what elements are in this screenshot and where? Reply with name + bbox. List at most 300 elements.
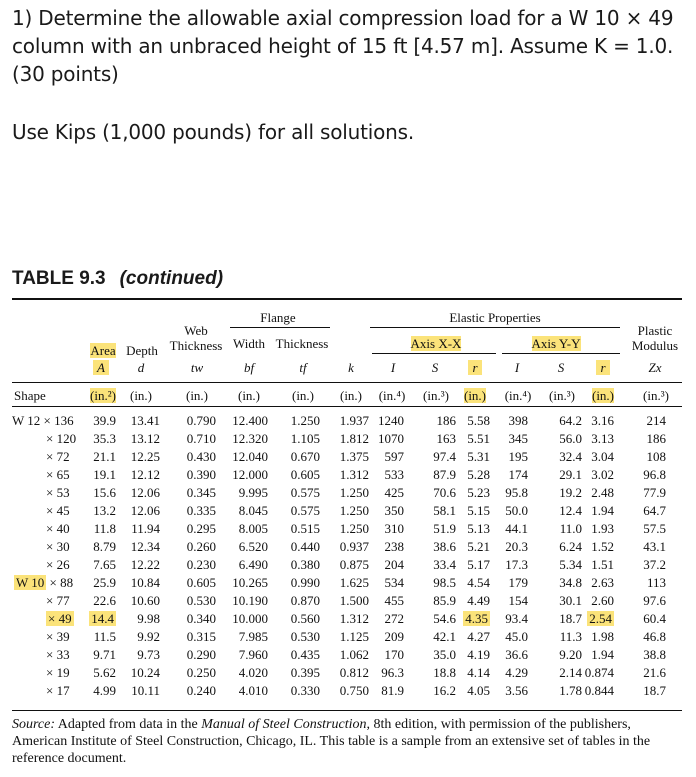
cell-flange-width bbox=[208, 610, 268, 627]
cell-value: 455 bbox=[384, 593, 404, 608]
cell-value: 44.1 bbox=[505, 521, 528, 536]
axis-yy-label bbox=[526, 336, 586, 351]
cell-value: 0.812 bbox=[339, 665, 369, 680]
cell-ry bbox=[554, 664, 614, 681]
cell-iy bbox=[468, 682, 528, 699]
cell-zx bbox=[606, 538, 666, 555]
cell-value: 29.1 bbox=[559, 467, 582, 482]
cell-value: 56.0 bbox=[559, 431, 582, 446]
cell-value: 4.99 bbox=[93, 683, 116, 698]
unit-area bbox=[86, 388, 120, 403]
area-label bbox=[86, 343, 120, 358]
cell-flange-width bbox=[208, 664, 268, 681]
question-line-2: column with an unbraced height of 15 ft [4.57 m]. Assume K = 1.0. bbox=[12, 34, 674, 58]
cell-flange-width bbox=[208, 430, 268, 447]
cell-ry bbox=[554, 538, 614, 555]
cell-value: 1.78 bbox=[559, 683, 582, 698]
cell-value: 3.56 bbox=[505, 683, 528, 698]
cell-value: 1240 bbox=[378, 413, 404, 428]
cell-value: 18.7 bbox=[643, 683, 666, 698]
cell-ry bbox=[554, 484, 614, 501]
header-rule bbox=[12, 382, 682, 383]
cell-flange-width bbox=[208, 484, 268, 501]
cell-value: × 17 bbox=[46, 683, 70, 698]
cell-zx bbox=[606, 520, 666, 537]
shape-family-highlight: W 10 bbox=[16, 575, 45, 590]
cell-iy bbox=[468, 610, 528, 627]
cell-value: 95.8 bbox=[505, 485, 528, 500]
table-top-rule bbox=[12, 298, 682, 300]
cell-value: 5.62 bbox=[93, 665, 116, 680]
cell-value: 7.960 bbox=[238, 647, 268, 662]
symbol-tw: tw bbox=[190, 360, 204, 375]
cell-value: 209 bbox=[384, 629, 404, 644]
cell-value: 2.63 bbox=[591, 575, 614, 590]
elastic-underline bbox=[370, 327, 620, 328]
cell-value: 0.515 bbox=[290, 521, 320, 536]
cell-value: 97.4 bbox=[433, 449, 456, 464]
unit-flange-width: (in.) bbox=[237, 388, 261, 403]
cell-value: 0.240 bbox=[186, 683, 216, 698]
cell-value: 12.12 bbox=[130, 467, 160, 482]
web-thickness-label bbox=[168, 323, 224, 353]
cell-zx bbox=[606, 664, 666, 681]
cell-value: 2.54 bbox=[589, 611, 612, 626]
cell-value: 9.71 bbox=[93, 647, 116, 662]
cell-value: 1.93 bbox=[591, 521, 614, 536]
cell-ry bbox=[554, 520, 614, 537]
unit-k: (in.) bbox=[339, 388, 363, 403]
cell-value: 5.21 bbox=[467, 539, 490, 554]
cell-ix bbox=[344, 466, 404, 483]
cell-value: 25.9 bbox=[93, 575, 116, 590]
cell-value: 12.06 bbox=[130, 485, 160, 500]
cell-value: 58.1 bbox=[433, 503, 456, 518]
unit-web: (in.) bbox=[185, 388, 209, 403]
cell-value: 11.5 bbox=[93, 629, 116, 644]
cell-web-thickness bbox=[156, 430, 216, 447]
cell-value: 154 bbox=[508, 593, 528, 608]
cell-value: 7.985 bbox=[238, 629, 268, 644]
cell-value: 43.1 bbox=[643, 539, 666, 554]
cell-value: × 45 bbox=[46, 503, 70, 518]
cell-value: 9.995 bbox=[238, 485, 268, 500]
cell-value: 3.04 bbox=[591, 449, 614, 464]
cell-iy bbox=[468, 628, 528, 645]
cell-value: 11.3 bbox=[559, 629, 582, 644]
cell-value: 10.84 bbox=[130, 575, 160, 590]
cell-web-thickness bbox=[156, 466, 216, 483]
cell-value: 0.844 bbox=[584, 683, 614, 698]
cell-value: 0.345 bbox=[186, 485, 216, 500]
cell-iy bbox=[468, 430, 528, 447]
cell-flange-width bbox=[208, 466, 268, 483]
source-label: Source: bbox=[12, 717, 56, 732]
cell-value: 97.6 bbox=[643, 593, 666, 608]
cell-value: 170 bbox=[384, 647, 404, 662]
cell-value: 0.875 bbox=[339, 557, 369, 572]
instruction: Use Kips (1,000 pounds) for all solutions. bbox=[12, 120, 415, 144]
cell-value: 19.1 bbox=[93, 467, 116, 482]
cell-value: 5.31 bbox=[467, 449, 490, 464]
cell-value: 0.790 bbox=[186, 413, 216, 428]
cell-value: 238 bbox=[384, 539, 404, 554]
table-bottom-rule bbox=[12, 710, 682, 711]
cell-value: 6.520 bbox=[238, 539, 268, 554]
cell-ix bbox=[344, 448, 404, 465]
cell-value: 8.045 bbox=[238, 503, 268, 518]
cell-value: 113 bbox=[646, 575, 666, 590]
unit-ix: (in.⁴) bbox=[378, 388, 406, 403]
cell-value: × 33 bbox=[46, 647, 70, 662]
cell-value: 12.4 bbox=[559, 503, 582, 518]
cell-value: × 53 bbox=[46, 485, 70, 500]
units-rule bbox=[12, 406, 682, 407]
cell-value: 17.3 bbox=[505, 557, 528, 572]
source-book-title: Manual of Steel Construction bbox=[201, 717, 367, 732]
cell-value: 2.14 bbox=[559, 665, 582, 680]
cell-ix bbox=[344, 484, 404, 501]
cell-iy bbox=[468, 448, 528, 465]
cell-ix bbox=[344, 574, 404, 591]
cell-depth bbox=[100, 610, 160, 627]
cell-zx bbox=[606, 484, 666, 501]
cell-ix bbox=[344, 664, 404, 681]
symbol-iy: I bbox=[514, 360, 520, 375]
cell-web-thickness bbox=[156, 502, 216, 519]
cell-value: 534 bbox=[384, 575, 404, 590]
cell-value: 19.2 bbox=[559, 485, 582, 500]
cell-iy bbox=[468, 466, 528, 483]
plastic-label: Plastic bbox=[637, 323, 673, 338]
table-subtitle: (continued) bbox=[119, 268, 224, 289]
cell-zx bbox=[606, 412, 666, 429]
cell-iy bbox=[468, 646, 528, 663]
cell-value: 98.5 bbox=[433, 575, 456, 590]
flange-underline bbox=[230, 327, 330, 328]
cell-value: 14.4 bbox=[91, 611, 114, 626]
cell-value: 70.6 bbox=[433, 485, 456, 500]
source-text-1: Adapted from data in the bbox=[57, 717, 202, 732]
cell-web-thickness bbox=[156, 664, 216, 681]
cell-value: 0.315 bbox=[186, 629, 216, 644]
cell-value: 108 bbox=[646, 449, 666, 464]
cell-ry bbox=[554, 466, 614, 483]
cell-flange-width bbox=[208, 538, 268, 555]
cell-web-thickness bbox=[156, 682, 216, 699]
cell-value: 9.98 bbox=[137, 611, 160, 626]
cell-value: 1.250 bbox=[290, 413, 320, 428]
cell-value: 15.6 bbox=[93, 485, 116, 500]
cell-ry bbox=[554, 610, 614, 627]
cell-value: 0.340 bbox=[186, 611, 216, 626]
cell-value: 350 bbox=[384, 503, 404, 518]
web-label: Web bbox=[184, 323, 208, 338]
cell-value: 50.0 bbox=[505, 503, 528, 518]
cell-value: 0.575 bbox=[290, 503, 320, 518]
cell-value: 533 bbox=[384, 467, 404, 482]
cell-web-thickness bbox=[156, 646, 216, 663]
cell-value: 12.25 bbox=[130, 449, 160, 464]
axis-xx-underline bbox=[372, 353, 496, 354]
cell-value: 174 bbox=[508, 467, 528, 482]
plastic-modulus-label bbox=[628, 323, 682, 353]
axis-yy-highlight: Axis Y-Y bbox=[531, 336, 581, 351]
cell-value: 0.250 bbox=[186, 665, 216, 680]
symbol-ry-highlight: r bbox=[596, 360, 609, 375]
unit-zx: (in.³) bbox=[643, 388, 669, 403]
cell-value: 18.7 bbox=[559, 611, 582, 626]
cell-value: 18.8 bbox=[433, 665, 456, 680]
cell-value: 9.92 bbox=[137, 629, 160, 644]
cell-ix bbox=[344, 412, 404, 429]
cell-value: 1.94 bbox=[591, 647, 614, 662]
cell-value: 0.530 bbox=[186, 593, 216, 608]
cell-value: 4.010 bbox=[238, 683, 268, 698]
cell-value: 39.9 bbox=[93, 413, 116, 428]
cell-zx bbox=[606, 592, 666, 609]
cell-value: 0.390 bbox=[186, 467, 216, 482]
cell-value: 36.6 bbox=[505, 647, 528, 662]
cell-value: 0.530 bbox=[290, 629, 320, 644]
cell-value: 34.8 bbox=[559, 575, 582, 590]
cell-ry bbox=[554, 592, 614, 609]
cell-value: 9.73 bbox=[137, 647, 160, 662]
cell-value: 3.13 bbox=[591, 431, 614, 446]
cell-value: 0.874 bbox=[584, 665, 614, 680]
cell-value: 8.79 bbox=[93, 539, 116, 554]
cell-value: × 30 bbox=[46, 539, 70, 554]
cell-value: 1.062 bbox=[339, 647, 369, 662]
cell-iy bbox=[468, 664, 528, 681]
cell-value: 1070 bbox=[378, 431, 404, 446]
cell-value: 77.9 bbox=[643, 485, 666, 500]
cell-value: 1.94 bbox=[591, 503, 614, 518]
cell-value: × 120 bbox=[46, 431, 77, 446]
cell-value: 3.16 bbox=[591, 413, 614, 428]
depth-label: Depth bbox=[126, 343, 158, 358]
cell-value: 4.05 bbox=[467, 683, 490, 698]
cell-value: 46.8 bbox=[643, 629, 666, 644]
cell-iy bbox=[468, 484, 528, 501]
cell-value: 5.34 bbox=[559, 557, 582, 572]
cell-value: 4.49 bbox=[467, 593, 490, 608]
cell-value: 12.06 bbox=[130, 503, 160, 518]
cell-depth bbox=[100, 664, 160, 681]
cell-value: 37.2 bbox=[643, 557, 666, 572]
cell-iy bbox=[468, 574, 528, 591]
cell-value: 10.60 bbox=[130, 593, 160, 608]
cell-depth bbox=[100, 520, 160, 537]
cell-value: 9.20 bbox=[559, 647, 582, 662]
cell-value: 2.48 bbox=[591, 485, 614, 500]
cell-web-thickness bbox=[156, 574, 216, 591]
cell-flange-width bbox=[208, 574, 268, 591]
cell-ry bbox=[554, 412, 614, 429]
cell-value: 5.58 bbox=[467, 413, 490, 428]
cell-flange-width bbox=[208, 412, 268, 429]
cell-value: 186 bbox=[646, 431, 666, 446]
cell-iy bbox=[468, 592, 528, 609]
cell-value: 0.440 bbox=[290, 539, 320, 554]
symbol-ix: I bbox=[390, 360, 396, 375]
cell-value: 81.9 bbox=[381, 683, 404, 698]
flange-thickness-label: Thickness bbox=[275, 336, 329, 351]
cell-value: × 65 bbox=[46, 467, 70, 482]
cell-value: 0.435 bbox=[290, 647, 320, 662]
cell-flange-width bbox=[208, 628, 268, 645]
cell-value: 0.710 bbox=[186, 431, 216, 446]
cell-value: 85.9 bbox=[433, 593, 456, 608]
cell-value: 96.8 bbox=[643, 467, 666, 482]
cell-value: 1.312 bbox=[339, 611, 369, 626]
cell-value: 4.27 bbox=[467, 629, 490, 644]
cell-flange-width bbox=[208, 520, 268, 537]
cell-value: 33.4 bbox=[433, 557, 456, 572]
cell-value: 22.6 bbox=[93, 593, 116, 608]
cell-value: 12.320 bbox=[232, 431, 268, 446]
cell-value: 4.35 bbox=[465, 611, 488, 626]
cell-value: × 40 bbox=[46, 521, 70, 536]
thickness-label: Thickness bbox=[169, 338, 223, 353]
cell-iy bbox=[468, 412, 528, 429]
question bbox=[12, 4, 692, 88]
cell-value: 1.500 bbox=[339, 593, 369, 608]
cell-value: 13.12 bbox=[130, 431, 160, 446]
cell-depth bbox=[100, 466, 160, 483]
cell-value: 8.005 bbox=[238, 521, 268, 536]
cell-value: 0.605 bbox=[186, 575, 216, 590]
symbol-d: d bbox=[137, 360, 145, 375]
cell-value: 38.6 bbox=[433, 539, 456, 554]
cell-web-thickness bbox=[156, 556, 216, 573]
cell-value: W 12 × 136 bbox=[12, 413, 74, 428]
unit-rx bbox=[458, 388, 492, 403]
cell-value: 0.260 bbox=[186, 539, 216, 554]
source-note bbox=[12, 716, 682, 767]
cell-value: 20.3 bbox=[505, 539, 528, 554]
cell-value: × 72 bbox=[46, 449, 70, 464]
cell-depth bbox=[100, 646, 160, 663]
cell-flange-width bbox=[208, 646, 268, 663]
cell-value: 12.22 bbox=[130, 557, 160, 572]
cell-ry bbox=[554, 574, 614, 591]
axis-xx-highlight: Axis X-X bbox=[410, 336, 462, 351]
cell-depth bbox=[100, 502, 160, 519]
cell-flange-width bbox=[208, 592, 268, 609]
cell-value: 93.4 bbox=[505, 611, 528, 626]
cell-value: 0.560 bbox=[290, 611, 320, 626]
cell-value: × 39 bbox=[46, 629, 70, 644]
cell-ix bbox=[344, 556, 404, 573]
cell-value: 195 bbox=[508, 449, 528, 464]
cell-value: 11.94 bbox=[131, 521, 160, 536]
cell-ix bbox=[344, 628, 404, 645]
symbol-rx bbox=[464, 360, 486, 375]
cell-value: 1.250 bbox=[339, 503, 369, 518]
cell-value: 597 bbox=[384, 449, 404, 464]
cell-value: 35.3 bbox=[93, 431, 116, 446]
cell-ry bbox=[554, 628, 614, 645]
cell-value: 0.430 bbox=[186, 449, 216, 464]
symbol-ry bbox=[592, 360, 614, 375]
cell-value: 45.0 bbox=[505, 629, 528, 644]
cell-value: 12.34 bbox=[130, 539, 160, 554]
cell-value: 38.8 bbox=[643, 647, 666, 662]
cell-value: 0.330 bbox=[290, 683, 320, 698]
unit-depth: (in.) bbox=[129, 388, 153, 403]
cell-flange-width bbox=[208, 502, 268, 519]
table-number: TABLE 9.3 bbox=[12, 268, 106, 289]
source-text-2: , 8th edition, with permission of the publishers, American Institute of Steel Construction, Chicago, IL. This table is a sample from an extensive set of tables in the reference document. bbox=[12, 717, 651, 766]
cell-value: 6.24 bbox=[559, 539, 582, 554]
cell-ix bbox=[344, 592, 404, 609]
cell-flange-width bbox=[208, 682, 268, 699]
cell-web-thickness bbox=[156, 412, 216, 429]
cell-value: 163 bbox=[436, 431, 456, 446]
cell-value: 1.52 bbox=[591, 539, 614, 554]
cell-value: 272 bbox=[384, 611, 404, 626]
cell-value: 1.375 bbox=[339, 449, 369, 464]
cell-value: × 49 bbox=[48, 611, 72, 626]
cell-value: 179 bbox=[508, 575, 528, 590]
unit-iy: (in.⁴) bbox=[504, 388, 532, 403]
cell-value: 1.105 bbox=[290, 431, 320, 446]
cell-value: 0.750 bbox=[339, 683, 369, 698]
symbol-a bbox=[88, 360, 114, 375]
cell-flange-width bbox=[208, 448, 268, 465]
unit-flange-thickness: (in.) bbox=[291, 388, 315, 403]
cell-value: 0.230 bbox=[186, 557, 216, 572]
cell-iy bbox=[468, 538, 528, 555]
cell-value: × 26 bbox=[46, 557, 70, 572]
cell-zx bbox=[606, 628, 666, 645]
cell-depth bbox=[100, 430, 160, 447]
cell-value: 35.0 bbox=[433, 647, 456, 662]
cell-value: 4.29 bbox=[505, 665, 528, 680]
cell-value: 30.1 bbox=[559, 593, 582, 608]
cell-zx bbox=[606, 430, 666, 447]
unit-ry bbox=[586, 388, 620, 403]
cell-value: 1.125 bbox=[339, 629, 369, 644]
cell-value: 5.23 bbox=[467, 485, 490, 500]
cell-value: 214 bbox=[646, 413, 666, 428]
cell-depth bbox=[100, 574, 160, 591]
flange-group-label: Flange bbox=[260, 310, 296, 325]
cell-ix bbox=[344, 520, 404, 537]
cell-zx bbox=[606, 556, 666, 573]
cell-value: 51.9 bbox=[433, 521, 456, 536]
cell-value: 10.000 bbox=[232, 611, 268, 626]
symbol-k: k bbox=[348, 360, 354, 375]
cell-depth bbox=[100, 412, 160, 429]
unit-ry-highlight: (in.) bbox=[591, 388, 615, 403]
area-highlight: Area bbox=[90, 343, 116, 358]
cell-value: × 19 bbox=[46, 665, 70, 680]
symbol-sy: S bbox=[557, 360, 565, 375]
cell-value: 1.250 bbox=[339, 521, 369, 536]
cell-iy bbox=[468, 556, 528, 573]
cell-depth bbox=[100, 538, 160, 555]
cell-depth bbox=[100, 592, 160, 609]
cell-value: 0.605 bbox=[290, 467, 320, 482]
cell-value: 12.000 bbox=[232, 467, 268, 482]
cell-value: 87.9 bbox=[433, 467, 456, 482]
cell-value: 54.6 bbox=[433, 611, 456, 626]
cell-value: W 10 × 88 bbox=[16, 575, 74, 590]
cell-value: 398 bbox=[508, 413, 528, 428]
cell-ry bbox=[554, 682, 614, 699]
